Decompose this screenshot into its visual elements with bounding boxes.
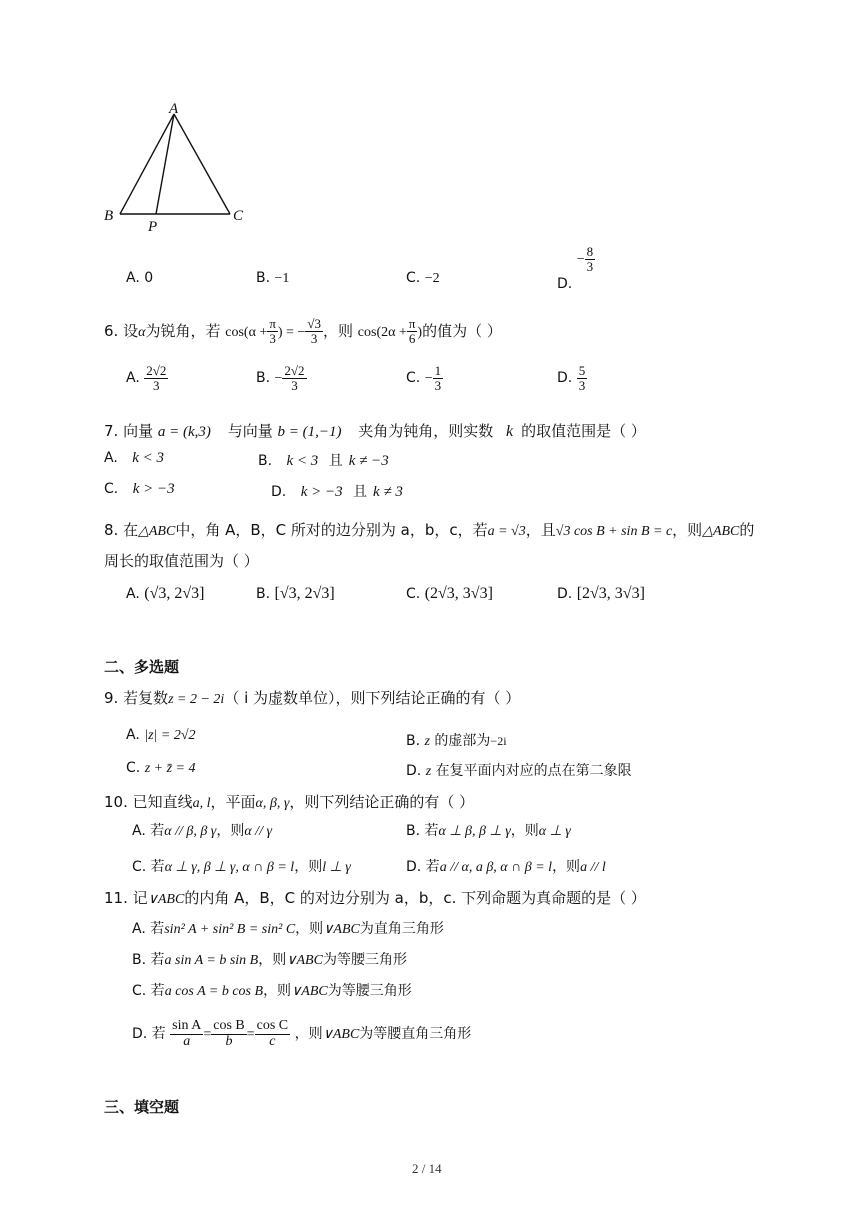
q5-option-b[interactable]: B. −1 (256, 270, 290, 286)
question-8: 8. 在△ABC中，角 A，B，C 所对的边分别为 a，b，c，若a = √3，且√3 cos B + sin B = c，则△ABC的 (104, 521, 755, 539)
q10-option-c[interactable]: C. 若α ⊥ γ, β ⊥ γ, α ∩ β = l，则l ⊥ γ (132, 859, 351, 875)
section-multiple-choice: 二、多选题 (104, 658, 180, 676)
label-c: C (233, 208, 244, 224)
q5-option-d[interactable]: D. − $\frac{8}{3}$ (557, 244, 594, 293)
triangle-figure (100, 100, 260, 240)
q11-option-c[interactable]: C. 若a cos A = b cos B，则∨ABC为等腰三角形 (132, 983, 412, 999)
q8-option-d[interactable]: D. [2√3, 3√3] (557, 585, 645, 602)
segment-ap (156, 114, 174, 214)
q8-option-c[interactable]: C. (2√3, 3√3] (406, 585, 493, 602)
page-number: 2 / 14 (412, 1161, 442, 1176)
question-8-line2: 周长的取值范围为（ ） (104, 552, 259, 570)
q5-option-c[interactable]: C. −2 (406, 270, 440, 286)
q6-option-c[interactable]: C. − $\frac{1}{3}$ (406, 362, 442, 393)
q9-option-c[interactable]: C. z + z̄ = 4 (126, 760, 196, 776)
question-6: 6. 设α为锐角，若 cos(α + $\frac{\pi}{3}$ ) = − $\frac{√3}{3}$ ，则 cos(2α + $\frac{\pi}{6}$ )的值为（ ） (104, 316, 502, 346)
section-fill-in: 三、填空题 (104, 1098, 180, 1116)
q7-option-d[interactable]: D. k > −3 且 k ≠ 3 (271, 484, 403, 500)
q6-option-b[interactable]: B. − $\frac{2√2}{3}$ (256, 362, 305, 393)
q10-option-a[interactable]: A. 若α // β, β γ，则α // γ (132, 823, 272, 839)
label-b: B (104, 208, 114, 224)
question-9: 9. 若复数z = 2 − 2i（ i 为虚数单位），则下列结论正确的有（ ） (104, 689, 521, 707)
q10-option-d[interactable]: D. 若a // α, a β, α ∩ β = l，则a // l (406, 859, 606, 875)
label-a: A (169, 101, 179, 117)
q11-option-d[interactable]: D. 若 $\frac{\text{sin A}}{a}$ = $\frac{\text{cos B}}{b}$ = $\frac{\text{cos C}}{c}$ ，则∨ABC为等腰直角三角形 (132, 1017, 472, 1049)
q10-option-b[interactable]: B. 若α ⊥ β, β ⊥ γ，则α ⊥ γ (406, 823, 571, 839)
question-11: 11. 记∨ABC的内角 A，B，C 的对边分别为 a，b，c. 下列命题为真命题的是（ ） (104, 889, 646, 907)
q11-option-b[interactable]: B. 若a sin A = b sin B，则∨ABC为等腰三角形 (132, 952, 407, 968)
q8-option-b[interactable]: B. [√3, 2√3] (256, 585, 335, 602)
side-ab (120, 114, 174, 214)
question-7: 7. 向量 a = (k,3) 与向量 b = (1,−1) 夹角为钝角，则实数 k 的取值范围是（ ） (104, 422, 646, 440)
q11-option-a[interactable]: A. 若sin² A + sin² B = sin² C，则∨ABC为直角三角形 (132, 921, 444, 937)
q6-option-d[interactable]: D. $\frac{5}{3}$ (557, 362, 586, 393)
q8-option-a[interactable]: A. (√3, 2√3] (126, 585, 205, 602)
q7-option-b[interactable]: B. k < 3 且 k ≠ −3 (258, 453, 389, 469)
q9-option-b[interactable]: B. z 的虚部为−2i (406, 733, 507, 749)
q6-option-a[interactable]: A. $\frac{2√2}{3}$ (126, 362, 167, 393)
q9-option-d[interactable]: D. z 在复平面内对应的点在第二象限 (406, 763, 632, 779)
side-ac (174, 114, 230, 214)
q7-option-c[interactable]: C. k > −3 (104, 481, 175, 497)
q9-option-a[interactable]: A. |z| = 2√2 (126, 727, 196, 743)
q7-option-a[interactable]: A. k < 3 (104, 450, 165, 466)
question-10: 10. 已知直线a, l，平面α, β, γ，则下列结论正确的有（ ） (104, 793, 475, 811)
q5-option-a[interactable]: A. 0 (126, 270, 154, 286)
label-p: P (148, 219, 158, 235)
